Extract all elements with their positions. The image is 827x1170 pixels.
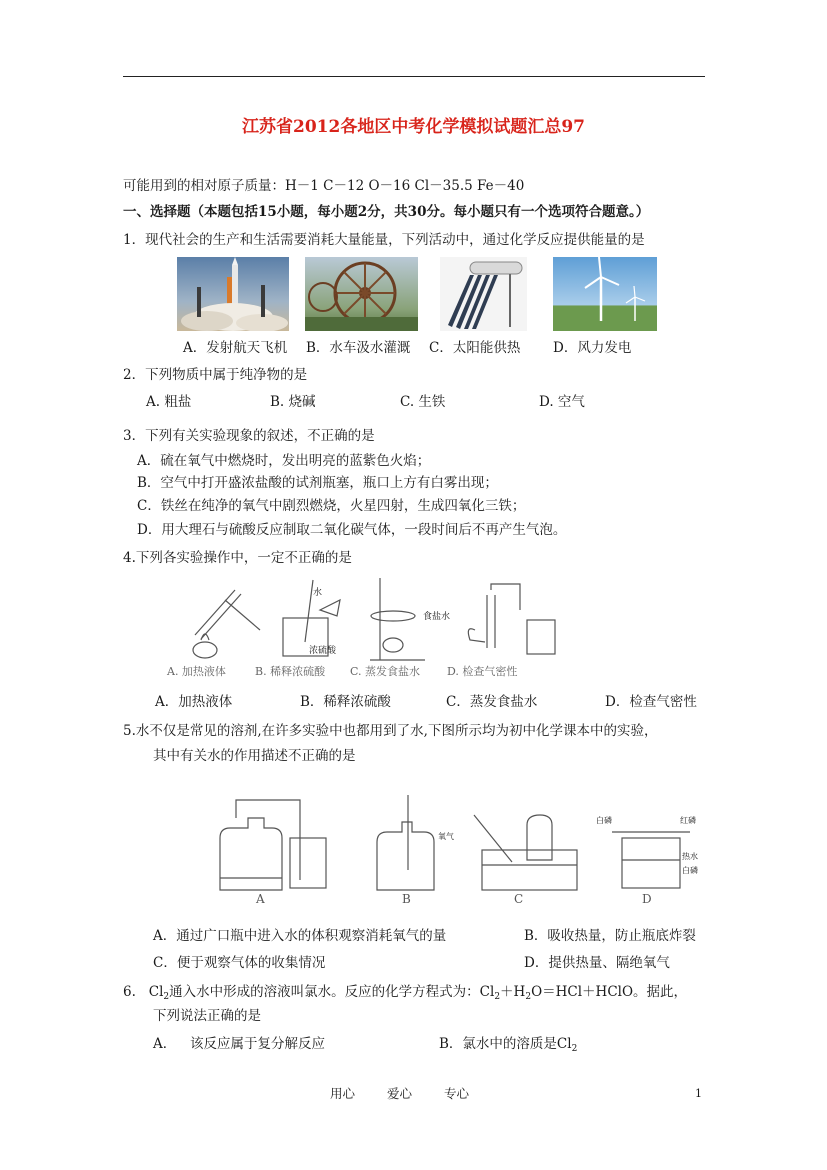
- q4-option-a: A．加热液体: [155, 694, 233, 710]
- rocket-launch-photo: [177, 257, 289, 331]
- q6-number: 6.: [123, 984, 136, 1000]
- q3-option-c: C．铁丝在纯净的氧气中剧烈燃烧，火星四射，生成四氧化三铁；: [137, 498, 526, 514]
- q3-stem: 3．下列有关实验现象的叙述，不正确的是: [123, 428, 375, 444]
- q6-eq-cl: Cl: [479, 984, 495, 1000]
- q5-option-d: D．提供热量、隔绝氧气: [524, 955, 670, 971]
- q4-option-b: B．稀释浓硫酸: [300, 694, 391, 710]
- q1-stem: 1．现代社会的生产和生活需要消耗大量能量，下列活动中，通过化学反应提供能量的是: [123, 232, 645, 248]
- footer-right: 专心: [444, 1086, 470, 1101]
- q5-stem-line1: 5.水不仅是常见的溶剂,在许多实验中也都用到了水,下图所示均为初中化学课本中的实验，: [123, 723, 658, 739]
- q5-fig-label-d: D: [642, 892, 652, 906]
- page-title: 江苏省2012各地区中考化学模拟试题汇总97: [242, 117, 585, 137]
- q2-option-c: C. 生铁: [400, 394, 446, 410]
- q5-annotation-oxygen: 氧气: [438, 832, 454, 841]
- q6-eq-sub-1: 2: [494, 992, 501, 1002]
- q2-option-d: D. 空气: [539, 394, 585, 410]
- q3-option-a: A．硫在氧气中燃烧时，发出明亮的蓝紫色火焰；: [137, 453, 431, 469]
- q4-lab-figure: [165, 570, 560, 680]
- q2-option-a: A. 粗盐: [146, 394, 192, 410]
- q2-stem: 2．下列物质中属于纯净物的是: [123, 367, 308, 383]
- q1-option-c: C．太阳能供热: [429, 340, 521, 356]
- q5-option-c: C．便于观察气体的收集情况: [153, 955, 326, 971]
- q5-annotation-white-p: 白磷: [596, 816, 612, 825]
- footer-left: 用心: [330, 1086, 356, 1101]
- q6-stem-line1: [123, 983, 687, 1001]
- q3-option-d: D．用大理石与硫酸反应制取二氧化碳气体，一段时间后不再产生气泡。: [137, 522, 567, 538]
- q5-annotation-red-p: 红磷: [680, 816, 696, 825]
- header-rule: [123, 76, 705, 77]
- q4-fig-label-d: D. 检查气密性: [447, 665, 518, 678]
- q6-cl: Cl: [148, 984, 164, 1000]
- q6-eq-rest: O＝HCl＋HClO。据此，: [531, 984, 688, 1000]
- q6-sub: 2: [163, 992, 170, 1002]
- q4-option-c: C．蒸发食盐水: [446, 694, 538, 710]
- q5-option-b: B．吸收热量，防止瓶底炸裂: [524, 928, 696, 944]
- q6-option-b-text: B．氯水中的溶质是Cl: [439, 1036, 572, 1052]
- q5-fig-label-a: A: [256, 892, 265, 906]
- q4-stem: 4.下列各实验操作中，一定不正确的是: [123, 550, 352, 566]
- q1-option-a: A．发射航天飞机: [183, 340, 288, 356]
- q5-fig-label-b: B: [402, 892, 411, 906]
- q6-eq-plus-h: ＋H: [500, 984, 526, 1000]
- page-number: 1: [695, 1087, 702, 1100]
- q5-annotation-hot-water: 热水: [682, 852, 698, 861]
- solar-water-heater-photo: [440, 257, 527, 331]
- q4-fig-label-a: A. 加热液体: [167, 665, 226, 678]
- q3-option-b: B．空气中打开盛浓盐酸的试剂瓶塞，瓶口上方有白雾出现；: [137, 475, 498, 491]
- q6-stem-a: 通入水中形成的溶液叫氯水。反应的化学方程式为：: [169, 984, 480, 1000]
- q1-option-d: D．风力发电: [553, 340, 632, 356]
- q6-option-a: 该反应属于复分解反应: [190, 1036, 325, 1052]
- section-heading: 一、选择题（本题包括15小题，每小题2分，共30分。每小题只有一个选项符合题意。）: [123, 204, 650, 220]
- q4-annotation-water: 水: [313, 588, 323, 598]
- q5-annotation-white-p-2: 白磷: [682, 866, 698, 875]
- q1-option-b: B．水车汲水灌溉: [306, 340, 411, 356]
- waterwheel-photo: [305, 257, 418, 331]
- q6-option-b-sub: 2: [571, 1044, 578, 1054]
- q4-annotation-acid: 浓硫酸: [309, 646, 337, 656]
- q6-option-a-letter: A．: [153, 1036, 177, 1052]
- wind-turbine-photo: [553, 257, 657, 331]
- q4-fig-label-c: C. 蒸发食盐水: [350, 665, 421, 678]
- atomic-masses: 可能用到的相对原子质量：H－1 C－12 O－16 Cl－35.5 Fe－40: [123, 178, 525, 194]
- q5-lab-figure: [212, 790, 712, 910]
- q6-option-b: [439, 1035, 577, 1053]
- footer-middle: 爱心: [387, 1086, 413, 1101]
- q4-fig-label-b: B. 稀释浓硫酸: [255, 665, 326, 678]
- q5-option-a: A．通过广口瓶中进入水的体积观察消耗氧气的量: [153, 928, 447, 944]
- q6-stem-line2: 下列说法正确的是: [153, 1008, 261, 1024]
- q4-annotation-brine: 食盐水: [423, 612, 451, 622]
- q2-option-b: B. 烧碱: [270, 394, 316, 410]
- q5-fig-label-c: C: [514, 892, 524, 906]
- q6-eq-sub-2: 2: [525, 992, 532, 1002]
- q4-option-d: D．检查气密性: [605, 694, 697, 710]
- q5-stem-line2: 其中有关水的作用描述不正确的是: [153, 748, 356, 764]
